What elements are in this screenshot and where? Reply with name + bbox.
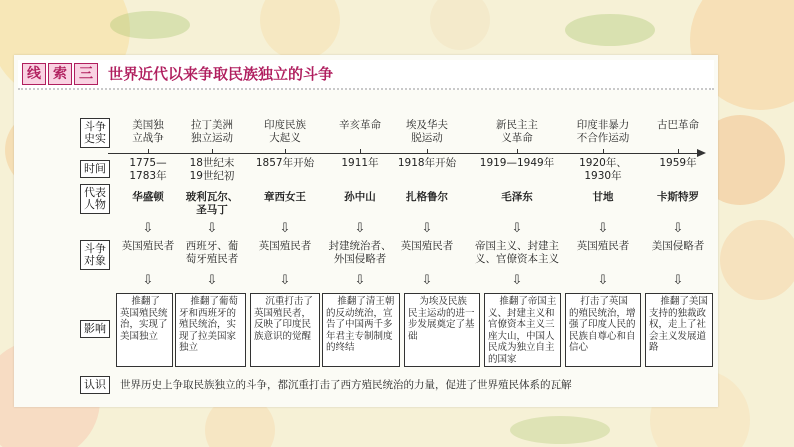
timeline-tick [360,149,361,153]
event-person: 毛泽东 [501,191,533,203]
event-person: 甘地 [592,191,614,203]
event-name: 美国独 立战争 [132,119,164,144]
event-impact: 推翻了英国殖民统治，实现了美国独立 [116,293,173,367]
down-arrow: ⇩ [421,221,433,236]
timeline-tick [678,149,679,153]
down-arrow: ⇩ [354,273,366,288]
down-arrow: ⇩ [421,273,433,288]
event-target: 西班牙、葡 萄牙殖民者 [185,240,239,265]
event-time: 1919—1949年 [479,157,555,169]
event-name: 印度非暴力 不合作运动 [576,119,630,144]
event-time: 18世纪末 19世纪初 [189,157,235,182]
timeline-tick [148,149,149,153]
recognition-text: 世界历史上争取民族独立的斗争，都沉重打击了西方殖民统治的力量，促进了世界殖民体系的瓦解 [120,379,572,391]
down-arrow: ⇩ [672,221,684,236]
section-title: 世界近代以来争取民族独立的斗争 [108,65,334,83]
event-time: 1918年开始 [397,157,457,169]
event-time: 1857年开始 [255,157,315,169]
event-impact: 推翻了帝国主义、封建主义和官僚资本主义三座大山，中国人民成为独立自主的国家 [484,293,561,367]
down-arrow: ⇩ [142,273,154,288]
down-arrow: ⇩ [597,273,609,288]
event-person: 卡斯特罗 [657,191,699,203]
event-impact: 打击了英国的殖民统治，增强了印度人民的民族自尊心和自信心 [565,293,641,367]
event-name: 辛亥革命 [339,119,381,131]
timeline-line [108,153,698,154]
event-impact: 推翻了清王朝的反动统治，宣告了中国两千多年君主专制制度的终结 [322,293,400,367]
timeline-tick [427,149,428,153]
event-time: 1920年、 1930年 [579,157,627,182]
event-person: 孙中山 [344,191,376,203]
timeline-tick [517,149,518,153]
down-arrow: ⇩ [206,221,218,236]
event-name: 埃及华夫 脱运动 [406,119,448,144]
event-target: 封建统治者、 外国侵略者 [328,240,392,265]
timeline-tick [285,149,286,153]
section-header [18,60,714,90]
down-arrow: ⇩ [354,221,366,236]
event-person: 章西女王 [264,191,306,203]
row-label-facts: 斗争 史实 [80,118,110,148]
down-arrow: ⇩ [279,273,291,288]
row-label-people: 代表 人物 [80,184,110,214]
event-impact: 推翻了葡萄牙和西班牙的殖民统治，实现了拉美国家独立 [175,293,246,367]
row-label-time: 时间 [80,160,110,178]
down-arrow: ⇩ [279,221,291,236]
event-target: 英国殖民者 [576,240,630,252]
timeline-tick [212,149,213,153]
down-arrow: ⇩ [511,221,523,236]
event-time: 1775— 1783年 [129,157,167,182]
event-person: 华盛顿 [132,191,164,203]
event-name: 印度民族 大起义 [264,119,306,144]
down-arrow: ⇩ [142,221,154,236]
timeline-arrowhead [697,149,706,157]
section-tag [22,63,100,83]
event-target: 英国殖民者 [121,240,175,252]
down-arrow: ⇩ [206,273,218,288]
event-target: 英国殖民者 [400,240,454,252]
event-person: 扎格鲁尔 [406,191,448,203]
event-name: 拉丁美洲 独立运动 [191,119,233,144]
event-target: 美国侵略者 [651,240,705,252]
event-impact: 沉重打击了英国殖民者，反映了印度民族意识的觉醒 [250,293,320,367]
tag-char: 索 [48,63,72,85]
row-label-target: 斗争 对象 [80,240,110,270]
down-arrow: ⇩ [597,221,609,236]
event-name: 古巴革命 [657,119,699,131]
event-target: 帝国主义、封建主 义、官僚资本主义 [475,240,559,265]
down-arrow: ⇩ [511,273,523,288]
row-label-impact: 影响 [80,320,110,338]
tag-char: 三 [74,63,98,85]
event-time: 1911年 [341,157,379,169]
down-arrow: ⇩ [672,273,684,288]
event-impact: 推翻了美国支持的独裁政权，走上了社会主义发展道路 [645,293,713,367]
row-label-recognition: 认识 [80,376,110,394]
event-person: 玻利瓦尔、 圣马丁 [185,191,239,216]
tag-char: 线 [22,63,46,85]
event-impact: 为埃及民族民主运动的进一步发展奠定了基础 [404,293,480,367]
event-name: 新民主主 义革命 [496,119,538,144]
event-target: 英国殖民者 [258,240,312,252]
event-time: 1959年 [659,157,697,169]
timeline-tick [603,149,604,153]
